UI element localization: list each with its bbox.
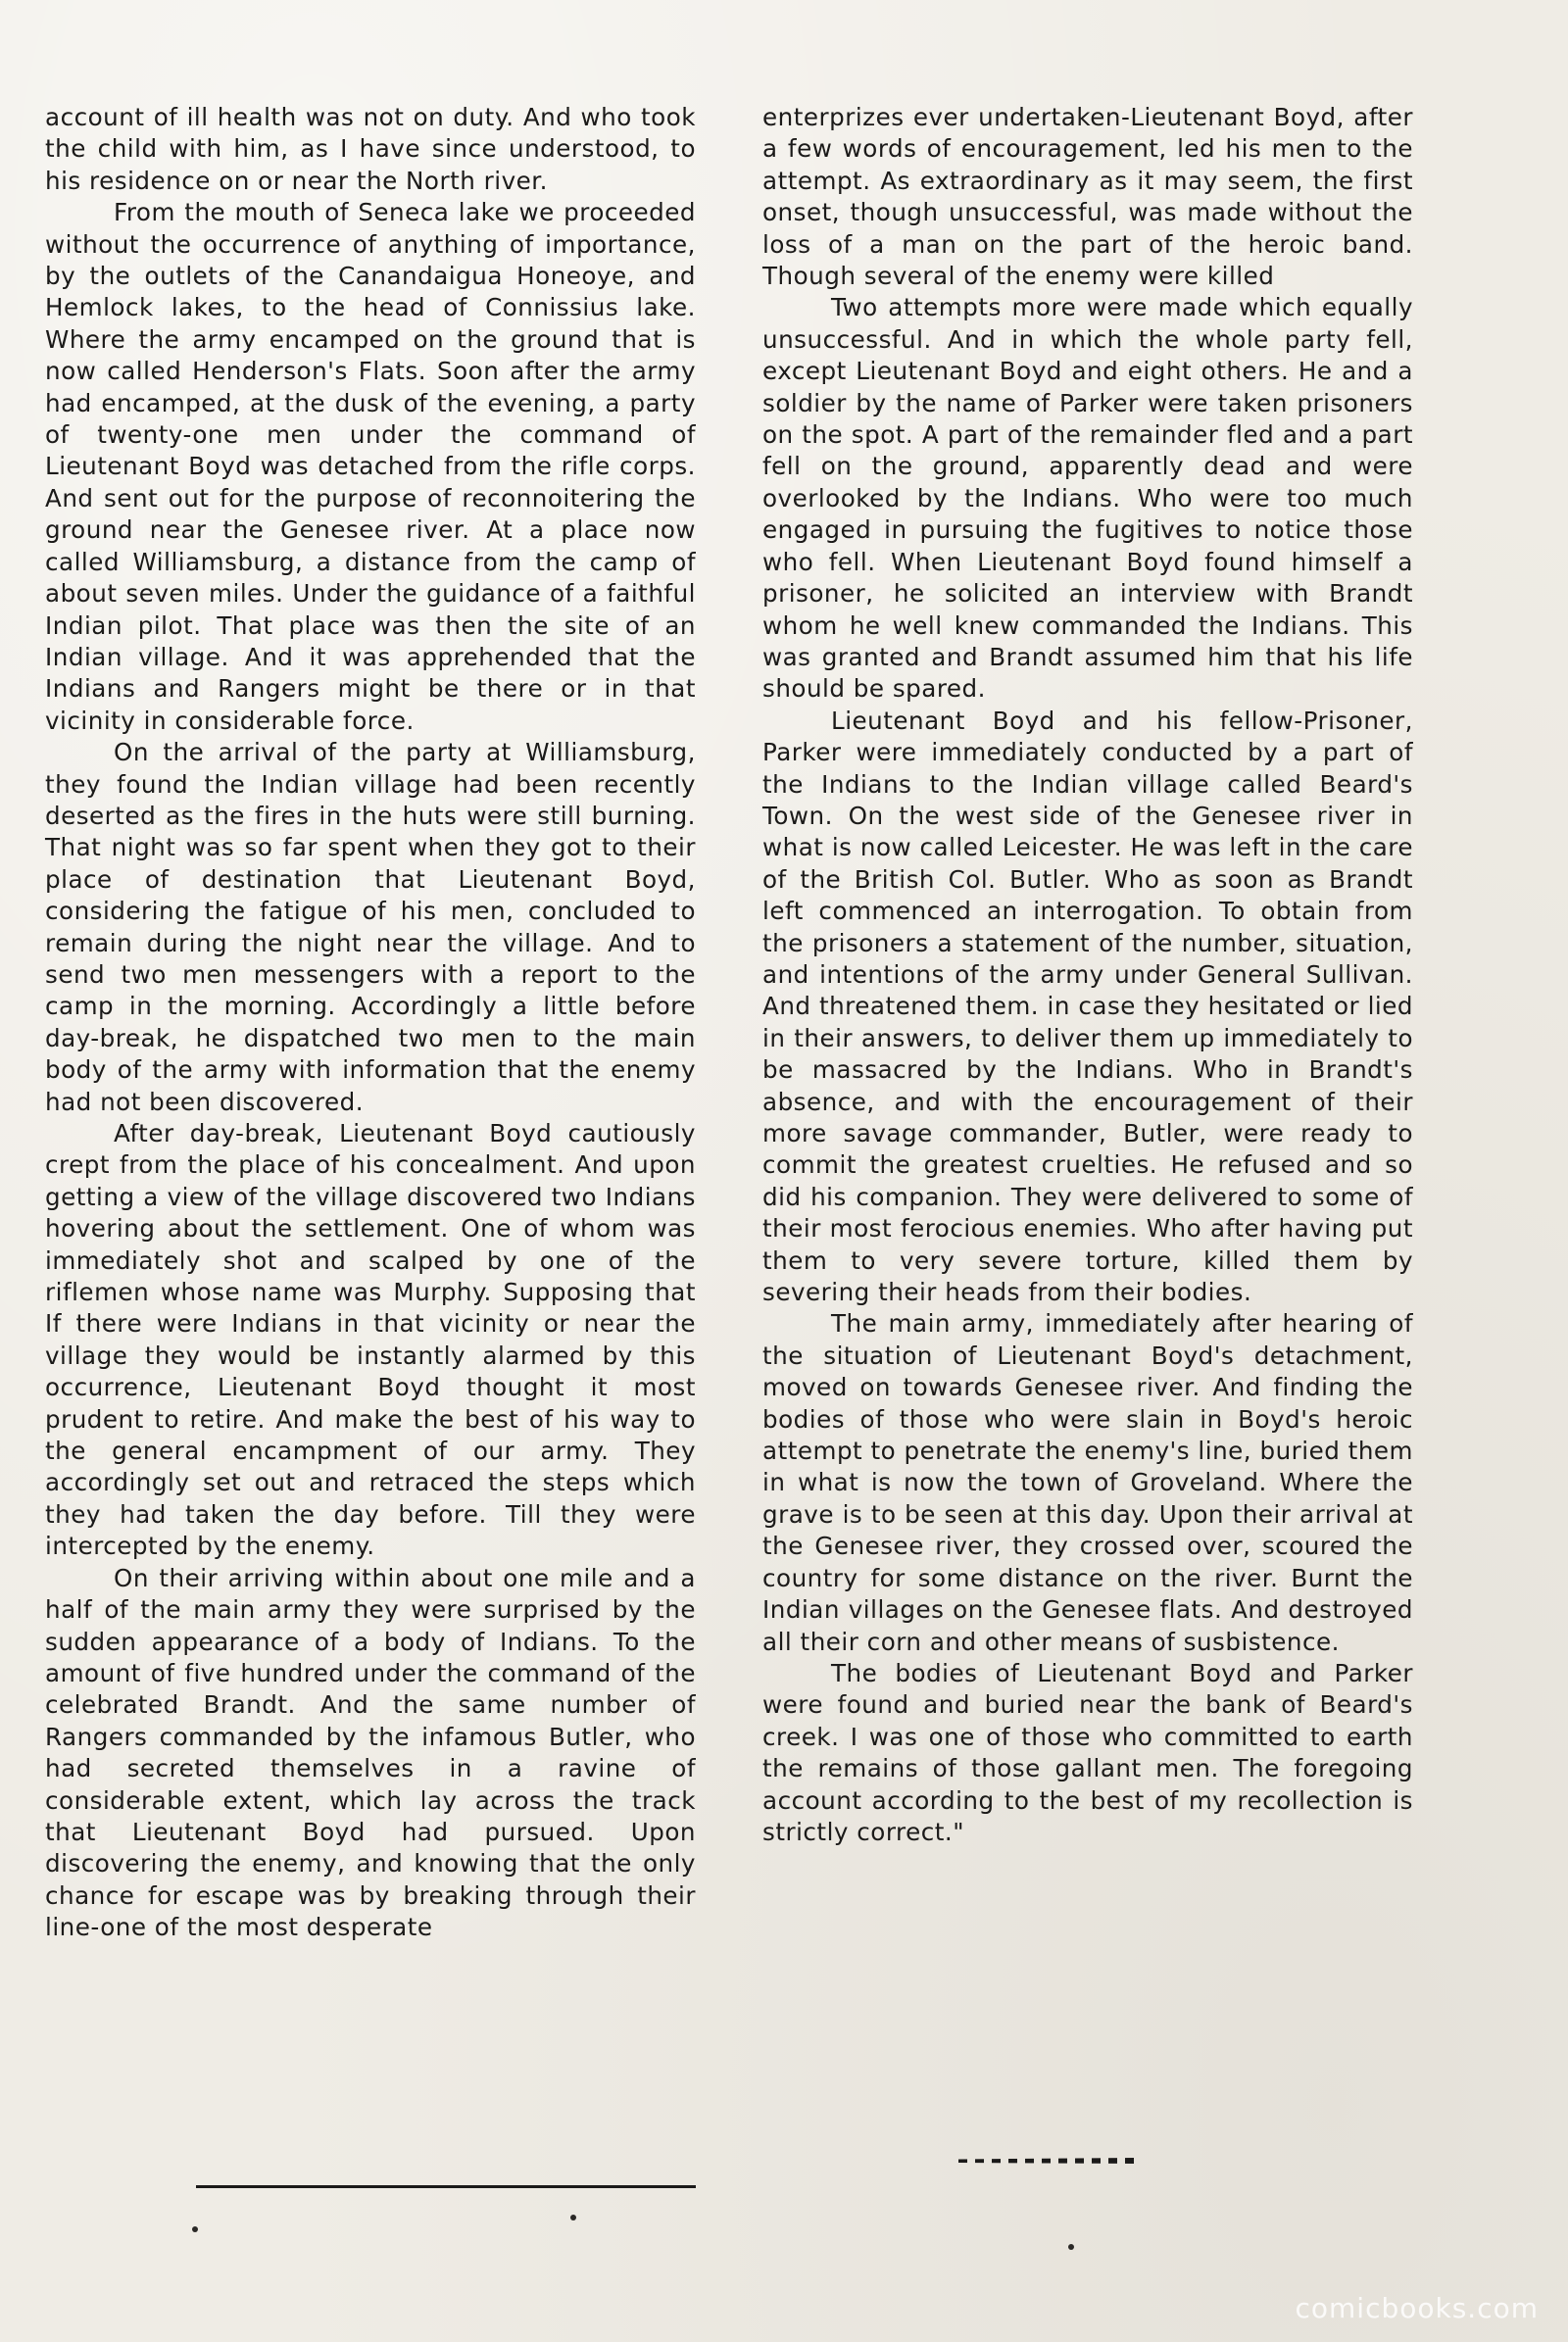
paragraph: On the arrival of the party at Williamsburg, they found the Indian village had been recently deserted as the fires in the huts were still burning. That night was so far spent when they got to their place of destination that Lieutenant Boyd, considering the fatigue of his men, concluded to remain during the night near the village. And to send two men messengers with a report to the camp in the morning. Accordingly a little before day-break, he dispatched two men to the main body of the army with information that the enemy had not been discovered. [45,738,696,1116]
text-column-left [45,102,696,1944]
print-speck [192,2226,198,2232]
print-speck [1068,2244,1074,2250]
paragraph: The bodies of Lieutenant Boyd and Parker were found and buried near the bank of Beard's creek. I was one of those who committed to earth the remains of those gallant men. The foregoing account according to the best of my recollection is strictly correct." [762,1658,1413,1846]
paragraph: account of ill health was not on duty. And who took the child with him, as I have since understood, to his residence on or near the North river. [45,103,696,195]
paragraph: From the mouth of Seneca lake we proceeded without the occurrence of anything of importance, by the outlets of the Canandaigua Honeoye, and Hemlock lakes, to the head of Connissius lake. Where the army encamped on the ground that is now called Henderson's Flats. Soon after the army had encamped, at the dusk of the evening, a party of twenty-one men under the command of Lieutenant Boyd was detached from the rifle corps. And sent out for the purpose of reconnoitering the ground near the Genesee river. At a place now called Williamsburg, a distance from the camp of about seven miles. Under the guidance of a faithful Indian pilot. That place was then the site of an Indian village. And it was apprehended that the Indians and Rangers might be there or in that vicinity in considerable force. [45,198,696,735]
paragraph: Two attempts more were made which equally unsuccessful. And in which the whole party fell, except Lieutenant Boyd and eight others. He and a soldier by the name of Parker were taken prisoners on the spot. A part of the remainder fled and a part fell on the ground, apparently dead and were overlooked by the Indians. Who were too much engaged in pursuing the fugitives to notice those who fell. When Lieutenant Boyd found himself a prisoner, he solicited an interview with Brandt whom he well knew commanded the Indians. This was granted and Brandt assumed him that his life should be spared. [762,293,1413,704]
paragraph: enterprizes ever undertaken-Lieutenant Boyd, after a few words of encouragement, led his men to the attempt. As extraordinary as it may seem, the first onset, though unsuccessful, was made without the loss of a man on the part of the heroic band. Though several of the enemy were killed [762,103,1413,291]
paragraph: On their arriving within about one mile and a half of the main army they were surprised by the sudden appearance of a body of Indians. To the amount of five hundred under the command of the celebrated Brandt. And the same number of Rangers commanded by the infamous Butler, who had secreted themselves in a ravine of considerable extent, which lay across the track that Lieutenant Boyd had pursued. Upon discovering the enemy, and knowing that the only chance for escape was by breaking through their line-one of the most desperate [45,1563,696,1942]
site-watermark: comicbooks.com [1295,2292,1539,2324]
closing-underline-rule [196,2185,696,2188]
print-speck [570,2215,576,2220]
paragraph: The main army, immediately after hearing of the situation of Lieutenant Boyd's detachment, moved on towards Genesee river. And finding the bodies of those who were slain in Boyd's heroic attempt to penetrate the enemy's line, buried them in what is now the town of Groveland. Where the grave is to be seen at this day. Upon their arrival at the Genesee river, they crossed over, scoured the country for some distance on the river. Burnt the Indian villages on the Genesee flats. And destroyed all their corn and other means of susbistence. [762,1309,1413,1656]
text-column-right [762,102,1413,1848]
paragraph: After day-break, Lieutenant Boyd cautiously crept from the place of his concealment. And upon getting a view of the village discovered two Indians hovering about the settlement. One of whom was immediately shot and scalped by one of the riflemen whose name was Murphy. Supposing that If there were Indians in that vicinity or near the village they would be instantly alarmed by this occurrence, Lieutenant Boyd thought it most prudent to retire. And make the best of his way to the general encampment of our army. They accordingly set out and retraced the steps which they had taken the day before. Till they were intercepted by the enemy. [45,1119,696,1561]
paragraph: Lieutenant Boyd and his fellow-Prisoner, Parker were immediately conducted by a part of the Indians to the Indian village called Beard's Town. On the west side of the Genesee river in what is now called Leicester. He was left in the care of the British Col. Butler. Who as soon as Brandt left commenced an interrogation. To obtain from the prisoners a statement of the number, situation, and intentions of the army under General Sullivan. And threatened them. in case they hesitated or lied in their answers, to deliver them up immediately to be massacred by the Indians. Who in Brandt's absence, and with the encouragement of their more savage commander, Butler, were ready to commit the greatest cruelties. He refused and so did his companion. They were delivered to some of their most ferocious enemies. Who after having put them to very severe torture, killed them by severing their heads from their bodies. [762,706,1413,1307]
